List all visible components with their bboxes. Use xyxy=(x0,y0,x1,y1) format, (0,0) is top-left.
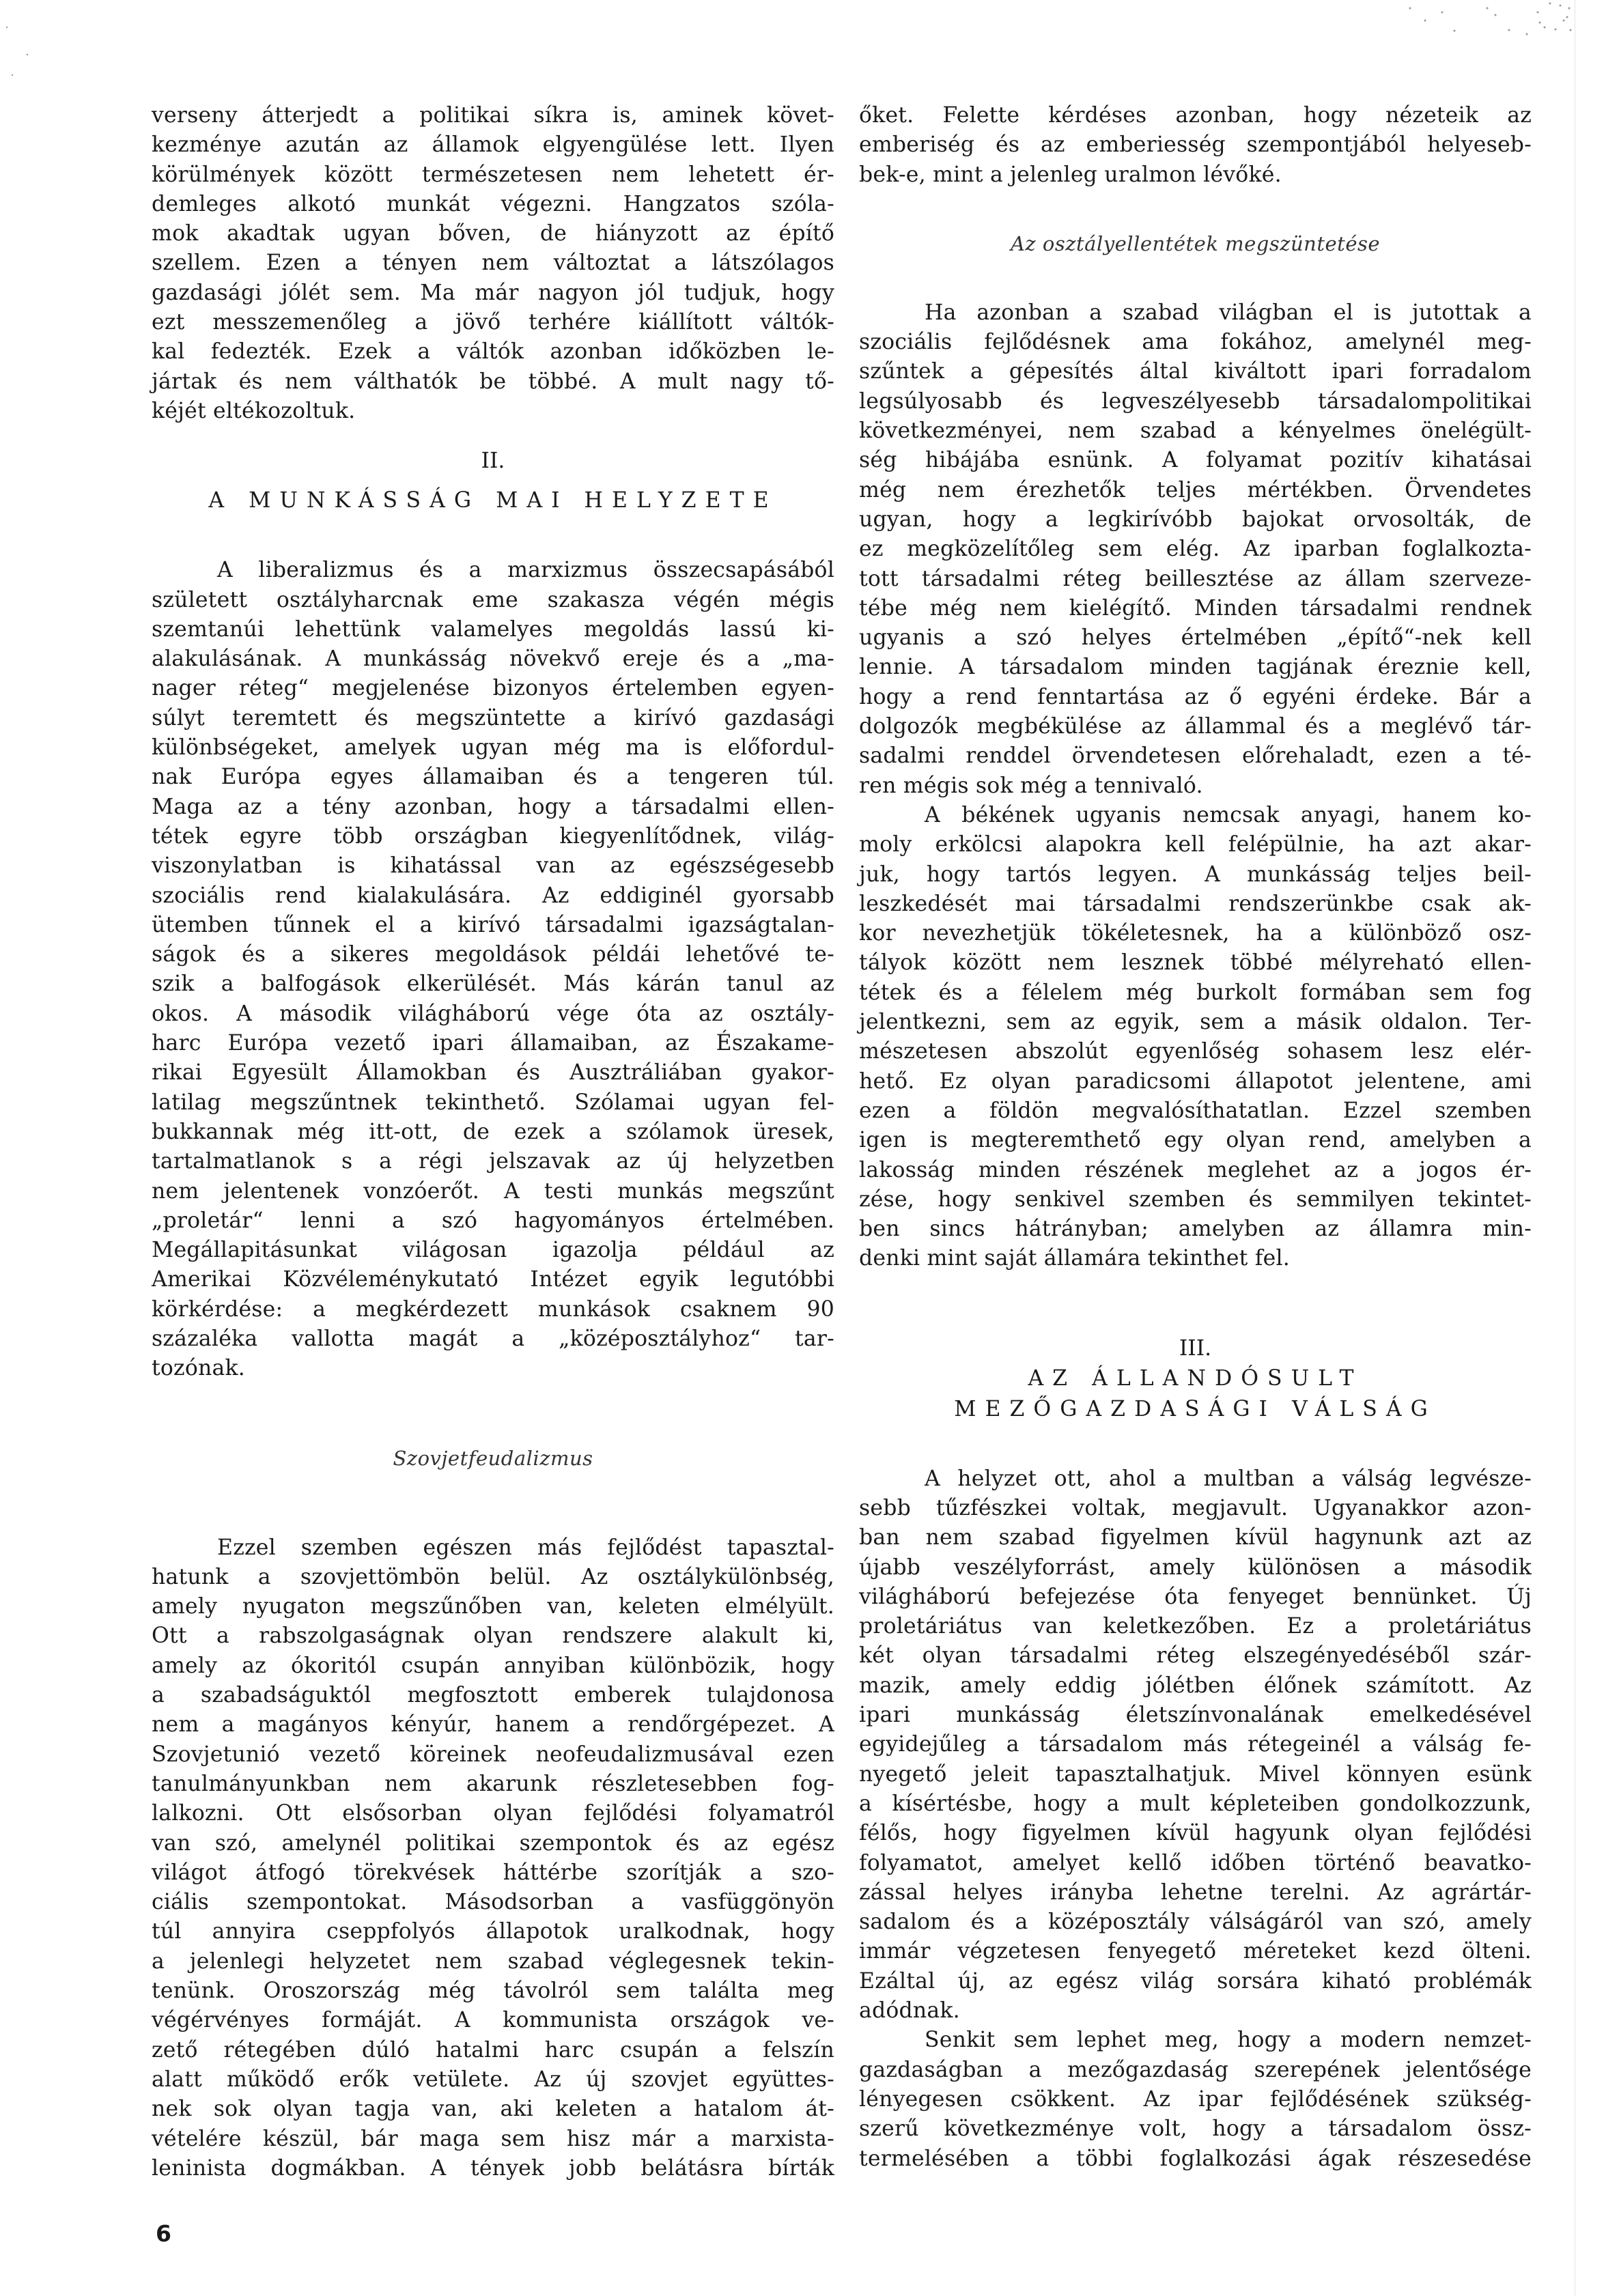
section-heading-line-1: AZ ÁLLANDÓSULT xyxy=(1028,1365,1363,1391)
text-line: nem jelentenek vonzóerőt. A testi munkás megszűnt xyxy=(152,1178,834,1204)
text-line: tébe még nem kielégítő. Minden társadalmi rendnek xyxy=(859,595,1532,621)
text-line: kor nevezhetjük tökéletesnek, ha a különböző osz- xyxy=(859,921,1532,946)
text-line: tanulmányunkban nem akarunk részletesebben fog- xyxy=(152,1771,834,1796)
text-line: még nem érezhetők teljes mértékben. Örvendetes xyxy=(859,477,1532,502)
text-line: egyidejűleg a társadalom más rétegeinél a válság fe- xyxy=(859,1732,1532,1757)
text-line: ezen a földön megvalósíthatatlan. Ezzel szemben xyxy=(859,1098,1532,1123)
section-number: II. xyxy=(481,449,505,474)
text-line: tétek és a félelem még burkolt formában sem fog xyxy=(859,980,1532,1005)
text-line: sebb tűzfészkei voltak, megjavult. Ugyanakkor azon- xyxy=(859,1495,1532,1520)
text-line: amely nyugaton megszűnőben van, keleten elmélyült. xyxy=(152,1594,834,1619)
paragraph xyxy=(152,1533,834,2184)
text-line: jelentkezni, sem az egyik, sem a másik oldalon. Ter- xyxy=(859,1010,1532,1035)
text-line: sadalmi renddel örvendetesen előrehaladt, ezen a té- xyxy=(859,743,1532,769)
paragraph xyxy=(859,298,1532,801)
text-line: leszkedését mai társadalmi rendszerünkbe csak ak- xyxy=(859,891,1532,916)
text-line: juk, hogy tartós legyen. A munkásság teljes beil- xyxy=(859,862,1532,887)
text-line: A liberalizmus és a marxizmus összecsapásából xyxy=(217,558,834,583)
text-line: körkérdése: a megkérdezett munkások csaknem 90 xyxy=(152,1296,834,1322)
text-line: hogy a rend fenntartása az ő egyéni érdeke. Bár a xyxy=(859,684,1532,709)
text-line: ren mégis sok még a tennivaló. xyxy=(859,773,1203,798)
text-line: ség hibájába esnünk. A folyamat pozitív kihatásai xyxy=(859,448,1532,473)
text-line: viszonylatban is kihatással van az egészségesebb xyxy=(152,853,834,879)
text-line: emberiség és az emberiesség szempontjából helyeseb- xyxy=(859,132,1532,158)
text-line: világháború befejezése óta fenyeget bennünket. Új xyxy=(859,1584,1532,1609)
text-line: ben sincs hátrányban; amelyben az államra min- xyxy=(859,1217,1532,1242)
text-line: Ezáltal új, az egész világ sorsára kiható problémák xyxy=(859,1968,1532,1994)
text-line: félős, hogy figyelmen kívül hagyunk olyan fejlődési xyxy=(859,1821,1532,1846)
paragraph xyxy=(859,801,1532,1274)
text-line: lalkozni. Ott elsősorban olyan fejlődési folyamatról xyxy=(152,1801,834,1826)
text-line: hatunk a szovjettömbön belül. Az osztálykülönbség, xyxy=(152,1564,834,1589)
paragraph xyxy=(859,2026,1532,2173)
text-line: lényegesen csökkent. Az ipar fejlődésének szükség- xyxy=(859,2086,1532,2112)
text-line: szerű következménye volt, hogy a társadalom össz- xyxy=(859,2116,1532,2142)
text-line: ugyanis a szó helyes értelmében „építő“-nek kell xyxy=(859,625,1532,651)
scan-noise xyxy=(0,0,1619,82)
text-line: tott társadalmi réteg beillesztése az állam szerveze- xyxy=(859,566,1532,591)
text-line: gazdaságban a mezőgazdaság szerepének jelentősége xyxy=(859,2057,1532,2082)
text-line: Ezzel szemben egészen más fejlődést tapasztal- xyxy=(217,1535,834,1560)
text-line: hető. Ez olyan paradicsomi állapotot jelentene, ami xyxy=(859,1068,1532,1094)
text-line: adódnak. xyxy=(859,1998,960,2024)
text-line: nager réteg“ megjelenése bizonyos értelemben egyen- xyxy=(152,676,834,701)
left-column xyxy=(152,101,834,2183)
text-line: szociális fejlődésnek ama fokához, amelynél meg- xyxy=(859,330,1532,355)
text-line: dolgozók megbékülése az állammal és a meglévő tár- xyxy=(859,714,1532,739)
text-line: folyamatot, amelyet kellő időben történő beavatko- xyxy=(859,1850,1532,1875)
paragraph xyxy=(859,1464,1532,2026)
text-line: legsúlyosabb és legveszélyesebb társadalompolitikai xyxy=(859,388,1532,414)
text-line: kal fedezték. Ezek a váltók azonban időközben le- xyxy=(152,339,834,365)
text-line: zással helyes irányba lehetne terelni. Az agrártár- xyxy=(859,1880,1532,1905)
text-line: mészetesen abszolút egyenlőség sohasem lesz elér- xyxy=(859,1039,1532,1064)
text-line: nem a magányos kényúr, hanem a rendőrgépezet. A xyxy=(152,1712,834,1738)
text-line: szűntek a gépesítés által kiváltott ipari forradalom xyxy=(859,359,1532,384)
text-line: ütemben tűnnek el a kirívó társadalmi igazságtalan- xyxy=(152,912,834,937)
text-line: mazik, amely eddig jólétben élőnek számított. Az xyxy=(859,1673,1532,1698)
text-line: szemtanúi lehettünk valamelyes megoldás lassú ki- xyxy=(152,616,834,642)
text-line: ezt messzemenőleg a jövő terhére kiállított váltók- xyxy=(152,310,834,335)
text-line: tenünk. Oroszország még távolról sem találta meg xyxy=(152,1979,834,2004)
text-line: szik a balfogások elkerülését. Más kárán tanul az xyxy=(152,972,834,997)
text-line: denki mint saját államára tekinthet fel. xyxy=(859,1246,1290,1271)
text-line: újabb veszélyforrást, amely különösen a második xyxy=(859,1555,1532,1580)
text-line: sadalom és a középosztály válságáról van szó, amely xyxy=(859,1910,1532,1935)
text-line: körülmények között természetesen nem lehetett ér- xyxy=(152,162,834,187)
text-line: zése, hogy senkivel szemben és semmilyen tekintet- xyxy=(859,1187,1532,1212)
text-line: szociális rend kialakulására. Az eddiginél gyorsabb xyxy=(152,883,834,908)
text-line: Maga az a tény azonban, hogy a társadalmi ellen- xyxy=(152,794,834,819)
text-line: lennie. A társadalom minden tagjának éreznie kell, xyxy=(859,655,1532,680)
text-line: „proletár“ lenni a szó hagyományos értelmében. xyxy=(152,1208,834,1233)
text-line: verseny átterjedt a politikai síkra is, aminek követ- xyxy=(152,103,834,128)
text-line: őket. Felette kérdéses azonban, hogy nézeteik az xyxy=(859,103,1532,128)
right-column xyxy=(859,101,1532,2174)
text-line: zető rétegében dúló hatalmi harc csupán a felszín xyxy=(152,2037,834,2063)
text-line: tozónak. xyxy=(152,1356,245,1381)
text-line: termelésében a többi foglalkozási ágak részesedése xyxy=(859,2146,1532,2171)
text-line: súlyt teremtett és megszüntette a kirívó gazdasági xyxy=(152,705,834,731)
text-line: demleges alkotó munkát végezni. Hangzatos szóla- xyxy=(152,191,834,216)
text-line: a kísértésbe, hogy a mult képleteiben gondolkozzunk, xyxy=(859,1791,1532,1816)
text-line: Amerikai Közvéleménykutató Intézet egyik legutóbbi xyxy=(152,1267,834,1292)
text-line: okos. A második világháború vége óta az osztály- xyxy=(152,1001,834,1026)
text-line: vételére készül, bár maga sem hisz már a marxista- xyxy=(152,2126,834,2151)
text-line: Szovjetunió vezető köreinek neofeudalizmusával ezen xyxy=(152,1742,834,1767)
text-line: tályok között nem lesznek többé mélyreható ellen- xyxy=(859,950,1532,976)
text-line: következményei, nem szabad a kényelmes önelégült- xyxy=(859,419,1532,444)
text-line: nyegető jeleit tapasztalhatjuk. Mivel könnyen esünk xyxy=(859,1761,1532,1787)
text-line: tartalmatlanok s a régi jelszavak az új helyzetben xyxy=(152,1149,834,1174)
paragraph xyxy=(152,556,834,1383)
text-line: immár végzetesen fenyegető méreteket kezd ölteni. xyxy=(859,1939,1532,1964)
text-line: harc Európa vezető ipari államaiban, az Északame- xyxy=(152,1031,834,1056)
continued-paragraph xyxy=(859,101,1532,190)
text-line: született osztályharcnak eme szakasza végén mégis xyxy=(152,587,834,612)
text-line: szellem. Ezen a tényen nem változtat a látszólagos xyxy=(152,251,834,276)
text-line: Ha azonban a szabad világban el is jutottak a xyxy=(925,300,1532,325)
continued-paragraph xyxy=(152,101,834,426)
section-number: III. xyxy=(1179,1335,1212,1361)
text-line: bek-e, mint a jelenleg uralmon lévőké. xyxy=(859,162,1282,187)
text-line: amely az ókoritól csupán annyiban különbözik, hogy xyxy=(152,1653,834,1678)
text-line: két olyan társadalmi réteg elszegényedéséből szár- xyxy=(859,1643,1532,1669)
text-line: alatt működő erők vetülete. Az új szovjet együttes- xyxy=(152,2067,834,2092)
section-heading-line-2: MEZŐGAZDASÁGI VÁLSÁG xyxy=(954,1396,1437,1421)
text-line: ugyan, hogy a legkirívóbb bajokat orvosolták, de xyxy=(859,507,1532,532)
text-line: a szabadságuktól megfosztott emberek tulajdonosa xyxy=(152,1683,834,1708)
text-line: van szó, amelynél politikai szempontok és az egész xyxy=(152,1830,834,1856)
text-line: A helyzet ott, ahol a multban a válság legvésze- xyxy=(925,1466,1532,1491)
section-heading: A MUNKÁSSÁG MAI HELYZETE xyxy=(208,488,778,513)
text-line: mok akadtak ugyan bőven, de hiányzott az építő xyxy=(152,221,834,246)
text-line: leninista dogmákban. A tények jobb belátásra bírták xyxy=(152,2155,834,2181)
text-line: különbségeket, amelyek ugyan még ma is előfordul- xyxy=(152,735,834,761)
text-line: jártak és nem válthatók be többé. A mult nagy tő- xyxy=(152,369,834,394)
text-line: ez megközelítőleg sem elég. Az iparban foglalkozta- xyxy=(859,537,1532,562)
page-number: 6 xyxy=(156,2220,171,2247)
text-line: bukkannak még itt-ott, de ezek a szólamok üresek, xyxy=(152,1119,834,1144)
text-line: ipari munkásság életszínvonalának emelkedésével xyxy=(859,1703,1532,1728)
text-line: ciális szempontokat. Másodsorban a vasfüggönyön xyxy=(152,1890,834,1915)
text-line: kéjét eltékozoltuk. xyxy=(152,398,356,423)
text-line: moly erkölcsi alapokra kell felépülnie, ha azt akar- xyxy=(859,832,1532,858)
subsection-heading: Az osztályellentétek megszüntetése xyxy=(1010,231,1381,255)
text-line: a jelenlegi helyzetet nem szabad véglegesnek tekin- xyxy=(152,1948,834,1974)
text-line: túl annyira cseppfolyós állapotok uralkodnak, hogy xyxy=(152,1919,834,1944)
text-line: világot átfogó törekvések háttérbe szorítják a szo- xyxy=(152,1860,834,1885)
subsection-heading: Szovjetfeudalizmus xyxy=(393,1446,593,1470)
text-line: kezménye azután az államok elgyengülése lett. Ilyen xyxy=(152,132,834,158)
text-line: nek sok olyan tagja van, aki keleten a hatalom át- xyxy=(152,2097,834,2122)
text-line: tétek egyre több országban kiegyenlítődnek, világ- xyxy=(152,823,834,849)
text-line: Ott a rabszolgaságnak olyan rendszere alakult ki, xyxy=(152,1624,834,1649)
text-line: lakosság minden részének meglehet az a jogos ér- xyxy=(859,1157,1532,1182)
text-line: igen is megteremthető egy olyan rend, amelyben a xyxy=(859,1128,1532,1153)
text-line: Megállapitásunkat világosan igazolja például az xyxy=(152,1238,834,1263)
text-line: rikai Egyesült Államokban és Ausztráliában gyakor- xyxy=(152,1060,834,1086)
text-line: alakulásának. A munkásság növekvő ereje és a „ma- xyxy=(152,647,834,672)
text-line: ságok és a sikeres megoldások példái lehetővé te- xyxy=(152,942,834,967)
text-line: ban nem szabad figyelmen kívül hagynunk azt az xyxy=(859,1525,1532,1550)
text-line: A békének ugyanis nemcsak anyagi, hanem ko- xyxy=(925,802,1532,827)
text-line: végérvényes formáját. A kommunista országok ve- xyxy=(152,2008,834,2033)
text-line: gazdasági jólét sem. Ma már nagyon jól tudjuk, hogy xyxy=(152,280,834,305)
text-line: százaléka vallotta magát a „középosztályhoz“ tar- xyxy=(152,1326,834,1351)
text-line: latilag megszűntnek tekinthető. Szólamai ugyan fel- xyxy=(152,1090,834,1115)
text-line: nak Európa egyes államaiban és a tengeren túl. xyxy=(152,765,834,790)
text-line: Senkit sem lephet meg, hogy a modern nemzet- xyxy=(925,2028,1532,2053)
text-line: proletáriátus van keletkezőben. Ez a proletáriátus xyxy=(859,1614,1532,1639)
